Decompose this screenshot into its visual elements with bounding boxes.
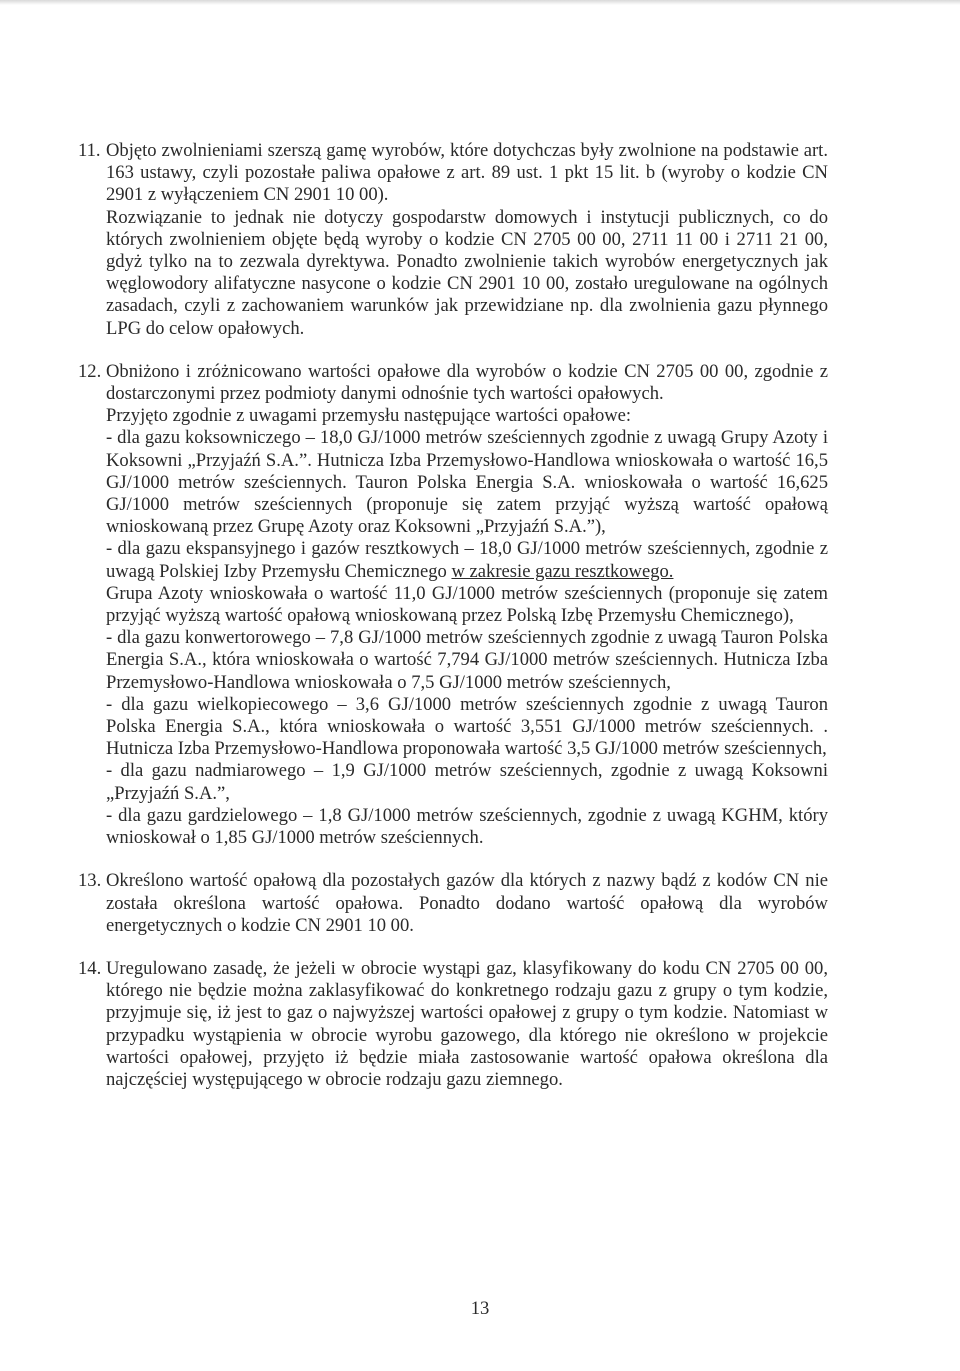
item-text bbox=[106, 870, 828, 937]
list-item-12 bbox=[78, 361, 828, 849]
paragraph: Uregulowano zasadę, że jeżeli w obrocie wystąpi gaz, klasyfikowany do kodu CN 2705 00 00, którego nie będzie można zaklasyfikować do konkretnego rodzaju gazu z grupy o tym kodzie, przyjmuje się, iż jest to gaz o najwyższej wartości opałowej z grupy o tym kodzie. Natomiast w przypadku wystąpienia w obrocie wyrobu gazowego, dla którego nie określono w projekcie wartości opałowej, przyjęto iż będzie miała zastosowanie wartość opałowa określona dla najczęściej występującego w obrocie rodzaju gazu ziemnego. bbox=[106, 957, 828, 1090]
item-text bbox=[106, 361, 828, 849]
bullet-paragraph: - dla gazu wielkopiecowego – 3,6 GJ/1000 metrów sześciennych zgodnie z uwagą Tauron Polska Energia S.A., która wnioskowała o wartość 3,551 GJ/1000 metrów sześciennych. . Hutnicza Izba Przemysłowo-Handlowa proponowała wartość 3,5 GJ/1000 metrów sześciennych, bbox=[106, 693, 828, 760]
bullet-paragraph: - dla gazu konwertorowego – 7,8 GJ/1000 metrów sześciennych zgodnie z uwagą Tauron Polska Energia S.A., która wnioskowała o wartość 7,794 GJ/1000 metrów sześciennych. Hutnicza Izba Przemysłowo-Handlowa wnioskowała o 7,5 GJ/1000 metrów sześciennych, bbox=[106, 627, 828, 693]
paragraph: Grupa Azoty wnioskowała o wartość 11,0 GJ/1000 metrów sześciennych (proponuje się zatem przyjąć wyższą wartość opałową wnioskowaną przez Polską Izbę Przemysłu Chemicznego), bbox=[106, 582, 828, 627]
item-number: 11. bbox=[78, 140, 101, 161]
page-number: 13 bbox=[470, 1298, 490, 1319]
item-number: 13. bbox=[78, 870, 102, 892]
list-item-11 bbox=[78, 140, 828, 340]
bullet-paragraph: - dla gazu nadmiarowego – 1,9 GJ/1000 metrów sześciennych, zgodnie z uwagą Koksowni „Przyjaźń S.A.”, bbox=[106, 760, 828, 804]
paragraph: Rozwiązanie to jednak nie dotyczy gospodarstw domowych i instytucji publicznych, co do których zwolnieniem objęte będą wyroby o kodzie CN 2705 00 00, 2711 11 00 i 2711 21 00, gdyż tylko na to zezwala dyrektywa. Ponadto zwolnienie takich wyrobów energetycznych jak węglowodory alifatyczne nasycone o kodzie CN 2901 10 00, zostało uregulowane na ogólnych zasadach, czyli z zachowaniem warunków jak przewidziane np. dla zwolnienia gazu płynnego LPG do celow opałowych. bbox=[106, 206, 828, 339]
paragraph: Określono wartość opałową dla pozostałych gazów dla których z nazwy bądź z kodów CN nie została określona wartość opałowa. Ponadto dodano wartość opałową dla wyrobów energetycznych o kodzie CN 2901 10 00. bbox=[106, 870, 828, 936]
bullet-text: - dla gazu ekspansyjnego i gazów resztkowych – 18,0 GJ/1000 metrów sześciennych, zgodnie z uwagą Polskiej Izby Przemysłu Chemicznego bbox=[106, 538, 828, 582]
scan-top-edge bbox=[0, 0, 960, 5]
paragraph: Obniżono i zróżnicowano wartości opałowe dla wyrobów o kodzie CN 2705 00 00, zgodnie z dostarczonymi przez podmioty danymi odnośnie tych wartości opałowych. bbox=[106, 360, 828, 405]
item-number: 14. bbox=[78, 957, 102, 979]
item-text bbox=[106, 140, 828, 340]
bullet-paragraph: - dla gazu koksowniczego – 18,0 GJ/1000 metrów sześciennych zgodnie z uwagą Grupy Azoty i Koksowni „Przyjaźń S.A.”. Hutnicza Izba Przemysłowo-Handlowa wnioskowała o wartość 16,5 GJ/1000 metrów sześciennych. Tauron Polska Energia S.A. wnioskowała o wartość 16,625 GJ/1000 metrów sześciennych (proponuje się zatem przyjąć wyższą wartość opałową wnioskowaną przez Grupę Azoty oraz Koksowni „Przyjaźń S.A.”), bbox=[106, 427, 828, 538]
list-item-13 bbox=[78, 870, 828, 937]
document-body bbox=[78, 140, 828, 1112]
paragraph: Przyjęto zgodnie z uwagami przemysłu następujące wartości opałowe: bbox=[106, 405, 632, 427]
bullet-paragraph bbox=[106, 538, 828, 582]
bullet-paragraph: - dla gazu gardzielowego – 1,8 GJ/1000 metrów sześciennych, zgodnie z uwagą KGHM, który wnioskował o 1,85 GJ/1000 metrów sześciennych. bbox=[106, 804, 828, 849]
paragraph: Objęto zwolnieniami szerszą gamę wyrobów, które dotychczas były zwolnione na podstawie art. 163 ustawy, czyli pozostałe paliwa opałowe z art. 89 ust. 1 pkt 15 lit. b (wyroby o kodzie CN 2901 z wyłączeniem CN 2901 10 00). bbox=[106, 140, 828, 206]
list-item-14 bbox=[78, 958, 828, 1091]
item-text bbox=[106, 958, 828, 1091]
item-number: 12. bbox=[78, 360, 102, 382]
underlined-text: w zakresie gazu resztkowego. bbox=[451, 560, 674, 582]
